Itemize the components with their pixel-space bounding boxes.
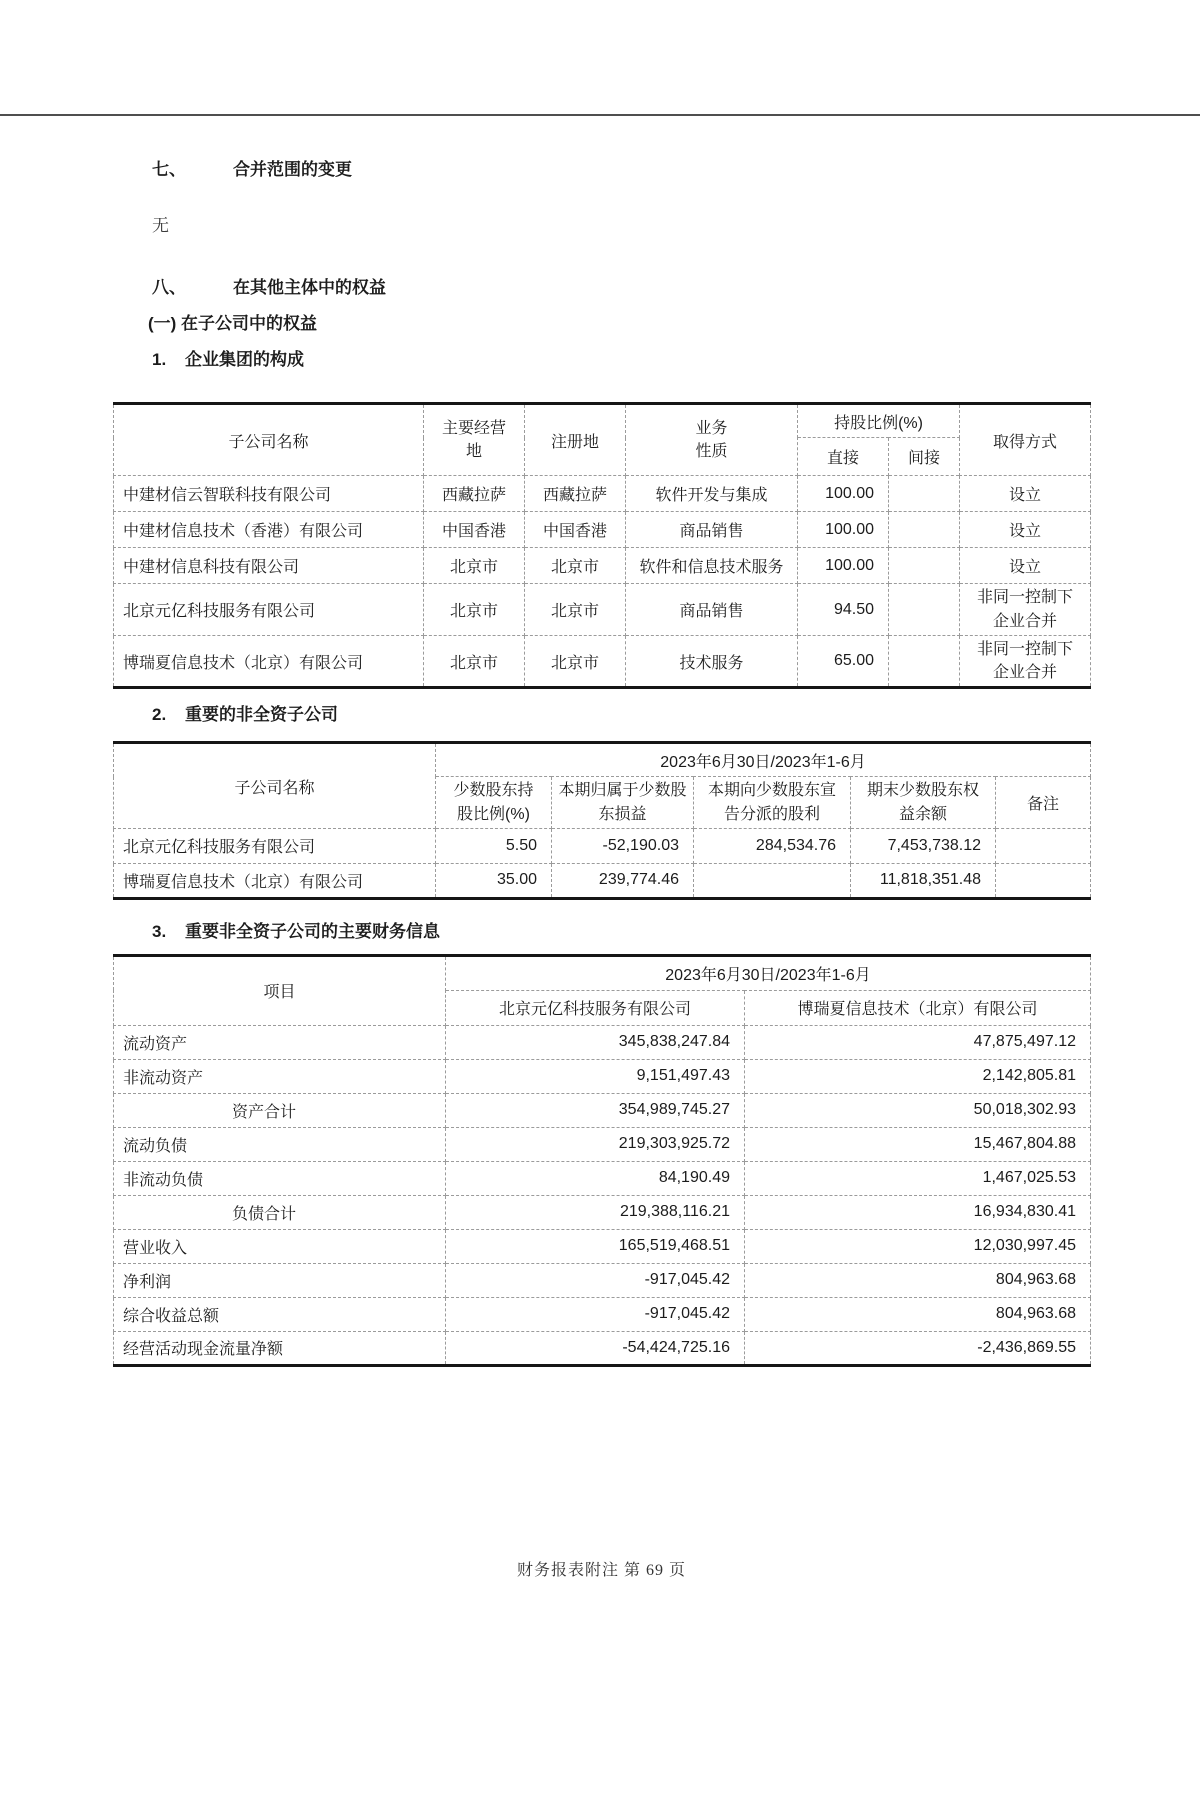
subsidiary-name: 北京元亿科技服务有限公司 [114,584,424,636]
subsidiary-name: 博瑞夏信息技术（北京）有限公司 [114,863,436,898]
section-7-body: 无 [152,216,169,235]
company1-value: 9,151,497.43 [446,1059,745,1093]
item-2-title: 重要的非全资子公司 [185,705,338,725]
main-place: 北京市 [424,584,525,636]
item-3-number: 3. [152,921,167,941]
direct-ratio: 100.00 [798,512,889,548]
indirect-ratio [889,512,960,548]
direct-ratio: 94.50 [798,584,889,636]
col-header-shareholding-ratio: 持股比例(%) [798,404,960,438]
business-nature: 软件开发与集成 [626,476,798,512]
table-row [114,512,1091,548]
col-header-remark: 备注 [996,777,1091,828]
company2-value: 12,030,997.45 [745,1229,1091,1263]
company2-value: 804,963.68 [745,1297,1091,1331]
table-row [114,1059,1091,1093]
remark [996,863,1091,898]
col-header-subsidiary-name: 子公司名称 [114,404,424,476]
direct-ratio: 100.00 [798,476,889,512]
col-header-company2: 博瑞夏信息技术（北京）有限公司 [745,990,1091,1025]
business-nature: 技术服务 [626,636,798,688]
section-7-heading [113,158,1090,182]
company2-value: 47,875,497.12 [745,1025,1091,1059]
acquisition-method: 设立 [960,548,1091,584]
company1-value: -917,045.42 [446,1297,745,1331]
company1-value: 219,303,925.72 [446,1127,745,1161]
col-header-item: 项目 [114,955,446,1025]
registration-place: 中国香港 [525,512,626,548]
col-header-ending-minority-equity: 期末少数股东权益余额 [851,777,996,828]
company1-value: -54,424,725.16 [446,1331,745,1365]
item-3-title: 重要非全资子公司的主要财务信息 [185,921,440,941]
table-row [114,1161,1091,1195]
item-label: 净利润 [114,1263,446,1297]
document-content [113,158,1090,1367]
pl-attributable: -52,190.03 [552,828,694,863]
page-footer: 财务报表附注 第 69 页 [516,1561,686,1579]
table-row [114,1093,1091,1127]
col-header-declared-dividends: 本期向少数股东宣告分派的股利 [694,777,851,828]
indirect-ratio [889,476,960,512]
minority-ratio: 35.00 [436,863,552,898]
item-label: 非流动资产 [114,1059,446,1093]
subsidiary-name: 博瑞夏信息技术（北京）有限公司 [114,636,424,688]
table-row [114,1331,1091,1365]
main-place: 北京市 [424,548,525,584]
table-row [114,1195,1091,1229]
acquisition-method: 设立 [960,512,1091,548]
item-label: 经营活动现金流量净额 [114,1331,446,1365]
item-label-subtotal: 资产合计 [114,1093,446,1127]
direct-ratio: 100.00 [798,548,889,584]
declared-dividends [694,863,851,898]
company1-value: -917,045.42 [446,1263,745,1297]
col-header-pl-attributable: 本期归属于少数股东损益 [552,777,694,828]
registration-place: 北京市 [525,636,626,688]
table-row [114,636,1091,688]
col-header-minority-ratio: 少数股东持股比例(%) [436,777,552,828]
page-header-rule [0,114,1200,116]
table-row [114,1297,1091,1331]
acquisition-method: 非同一控制下企业合并 [960,584,1091,636]
main-place: 北京市 [424,636,525,688]
indirect-ratio [889,636,960,688]
main-place: 中国香港 [424,512,525,548]
company1-value: 345,838,247.84 [446,1025,745,1059]
financial-information-table [113,954,1091,1367]
company2-value: 1,467,025.53 [745,1161,1091,1195]
company2-value: 50,018,302.93 [745,1093,1091,1127]
section-8-number: 八、 [152,278,186,297]
company1-value: 354,989,745.27 [446,1093,745,1127]
acquisition-method: 设立 [960,476,1091,512]
declared-dividends: 284,534.76 [694,828,851,863]
col-header-registration-place: 注册地 [525,404,626,476]
pl-attributable: 239,774.46 [552,863,694,898]
subsidiary-name: 中建材信息科技有限公司 [114,548,424,584]
company1-value: 219,388,116.21 [446,1195,745,1229]
acquisition-method: 非同一控制下企业合并 [960,636,1091,688]
indirect-ratio [889,548,960,584]
company2-value: 2,142,805.81 [745,1059,1091,1093]
item-label: 综合收益总额 [114,1297,446,1331]
main-place: 西藏拉萨 [424,476,525,512]
table-row [114,1229,1091,1263]
registration-place: 北京市 [525,584,626,636]
section-8-heading [113,276,1090,300]
section-7-title: 合并范围的变更 [233,160,352,179]
registration-place: 北京市 [525,548,626,584]
company2-value: 15,467,804.88 [745,1127,1091,1161]
item-1-number: 1. [152,350,167,369]
col-header-subsidiary-name: 子公司名称 [114,743,436,828]
item-label: 流动资产 [114,1025,446,1059]
section-7-number: 七、 [152,160,186,179]
item-label: 流动负债 [114,1127,446,1161]
company1-value: 165,519,468.51 [446,1229,745,1263]
item-label: 营业收入 [114,1229,446,1263]
ending-minority-equity: 7,453,738.12 [851,828,996,863]
table-row [114,1263,1091,1297]
business-nature: 商品销售 [626,584,798,636]
table-row [114,863,1091,898]
company2-value: 16,934,830.41 [745,1195,1091,1229]
business-nature: 软件和信息技术服务 [626,548,798,584]
col-header-acquisition-method: 取得方式 [960,404,1091,476]
item-label: 非流动负债 [114,1161,446,1195]
subsidiary-name: 中建材信息技术（香港）有限公司 [114,512,424,548]
table-row [114,584,1091,636]
item-1-title: 企业集团的构成 [185,350,304,369]
table-row [114,828,1091,863]
col-header-indirect: 间接 [889,438,960,476]
subsidiary-name: 北京元亿科技服务有限公司 [114,828,436,863]
non-wholly-owned-subsidiaries-table [113,741,1091,899]
col-header-period: 2023年6月30日/2023年1-6月 [436,743,1091,777]
col-header-main-place: 主要经营地 [424,404,525,476]
subsidiary-name: 中建材信云智联科技有限公司 [114,476,424,512]
indirect-ratio [889,584,960,636]
table-row [114,548,1091,584]
table-header-row [114,955,1091,990]
company2-value: 804,963.68 [745,1263,1091,1297]
col-header-period: 2023年6月30日/2023年1-6月 [446,955,1091,990]
table-row [114,1025,1091,1059]
registration-place: 西藏拉萨 [525,476,626,512]
table-row [114,1127,1091,1161]
item-3-heading [113,920,1090,944]
table-header-row [114,743,1091,777]
subsection-1-heading: (一) 在子公司中的权益 [148,314,318,333]
table-header-row [114,404,1091,438]
item-label-subtotal: 负债合计 [114,1195,446,1229]
item-2-heading [113,703,1090,727]
item-1-heading [113,348,1090,372]
ending-minority-equity: 11,818,351.48 [851,863,996,898]
table-row [114,476,1091,512]
group-composition-table [113,402,1091,689]
col-header-company1: 北京元亿科技服务有限公司 [446,990,745,1025]
direct-ratio: 65.00 [798,636,889,688]
business-nature: 商品销售 [626,512,798,548]
col-header-business-nature: 业务性质 [626,404,798,476]
company2-value: -2,436,869.55 [745,1331,1091,1365]
item-2-number: 2. [152,705,167,725]
section-8-title: 在其他主体中的权益 [233,278,386,297]
remark [996,828,1091,863]
col-header-direct: 直接 [798,438,889,476]
minority-ratio: 5.50 [436,828,552,863]
company1-value: 84,190.49 [446,1161,745,1195]
